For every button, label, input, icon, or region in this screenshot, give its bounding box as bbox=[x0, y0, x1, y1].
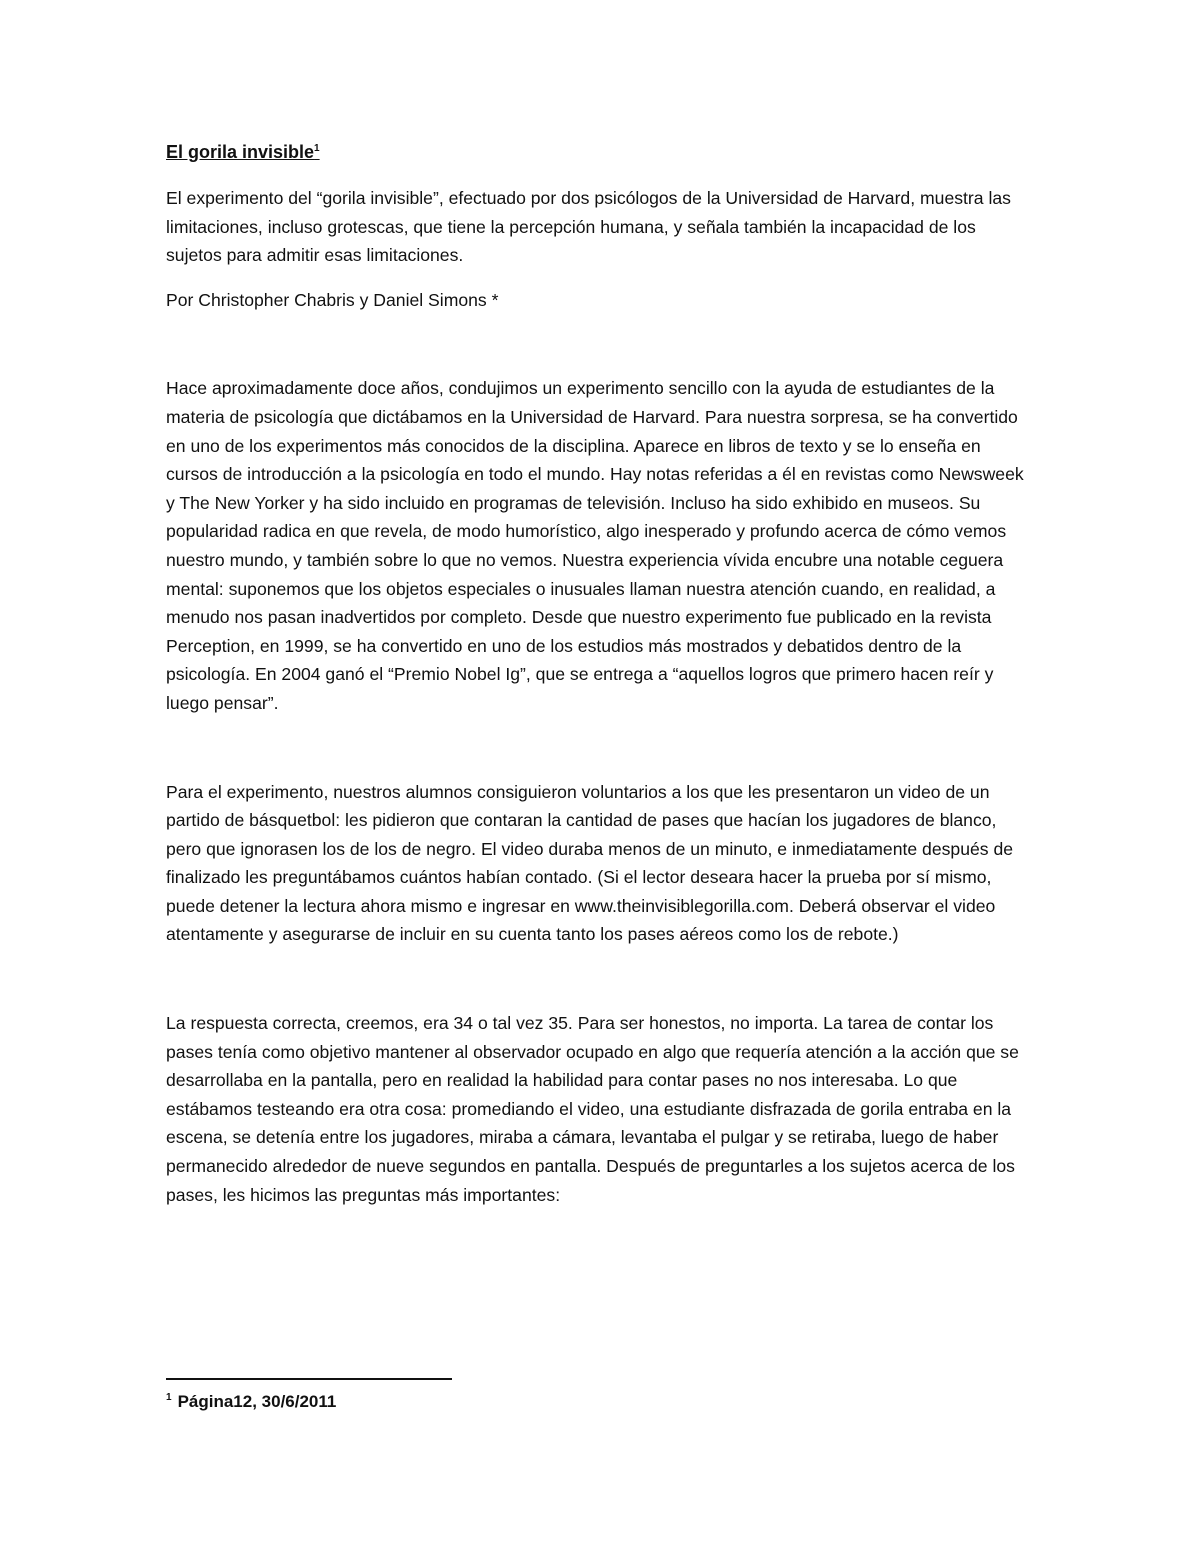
footnote-text: Página12, 30/6/2011 bbox=[177, 1392, 337, 1411]
document-title bbox=[166, 138, 1036, 166]
footnote-separator bbox=[166, 1378, 452, 1380]
byline: Por Christopher Chabris y Daniel Simons * bbox=[166, 289, 499, 310]
document-body bbox=[166, 138, 1036, 1209]
body-paragraph-3: La respuesta correcta, creemos, era 34 o tal vez 35. Para ser honestos, no importa. La tarea de contar los pases tenía como objetivo mantener al observador ocupado en algo que requería atención a la acción que se desarrollaba en la pantalla, pero en realidad la habilidad para contar pases no nos interesaba. Lo que estábamos testeando era otra cosa: promediando el video, una estudiante disfrazada de gorila entraba en la escena, se detenía entre los jugadores, miraba a cámara, levantaba el pulgar y se retiraba, luego de haber permanecido alrededor de nueve segundos en pantalla. Después de preguntarles a los sujetos acerca de los pases, les hicimos las preguntas más importantes: bbox=[166, 1013, 1019, 1205]
footnote-mark: 1 bbox=[166, 1392, 172, 1404]
title-text: El gorila invisible bbox=[166, 142, 315, 162]
body-paragraph-1: Hace aproximadamente doce años, condujimos un experimento sencillo con la ayuda de estudiantes de la materia de psicología que dictábamos en la Universidad de Harvard. Para nuestra sorpresa, se ha convertido en uno de los experimentos más conocidos de la disciplina. Aparece en libros de texto y se lo enseña en cursos de introducción a la psicología en todo el mundo. Hay notas referidas a él en revistas como Newsweek y The New Yorker y ha sido incluido en programas de televisión. Incluso ha sido exhibido en museos. Su popularidad radica en que revela, de modo humorístico, algo inesperado y profundo acerca de cómo vemos nuestro mundo, y también sobre lo que no vemos. Nuestra experiencia vívida encubre una notable ceguera mental: suponemos que los objetos especiales o inusuales llaman nuestra atención cuando, en realidad, a menudo nos pasan inadvertidos por completo. Desde que nuestro experimento fue publicado en la revista Perception, en 1999, se ha convertido en uno de los estudios más mostrados y debatidos dentro de la psicología. En 2004 ganó el “Premio Nobel Ig”, que se entrega a “aquellos logros que primero hacen reír y luego pensar”. bbox=[166, 378, 1024, 713]
body-paragraph-2: Para el experimento, nuestros alumnos consiguieron voluntarios a los que les presentaron un video de un partido de básquetbol: les pidieron que contaran la cantidad de pases que hacían los jugadores de blanco, pero que ignorasen los de los de negro. El video duraba menos de un minuto, e inmediatamente después de finalizado les preguntábamos cuántos habían contado. (Si el lector deseara hacer la prueba por sí mismo, puede detener la lectura ahora mismo e ingresar en www.theinvisiblegorilla.com. Deberá observar el video atentamente y asegurarse de incluir en su cuenta tanto los pases aéreos como los de rebote.) bbox=[166, 781, 1014, 945]
intro-paragraph: El experimento del “gorila invisible”, efectuado por dos psicólogos de la Universidad de Harvard, muestra las limitaciones, incluso grotescas, que tiene la percepción humana, y señala también la incapacidad de los sujetos para admitir esas limitaciones. bbox=[166, 188, 1011, 266]
footnote bbox=[166, 1388, 336, 1416]
title-footnote-mark: 1 bbox=[314, 143, 320, 154]
